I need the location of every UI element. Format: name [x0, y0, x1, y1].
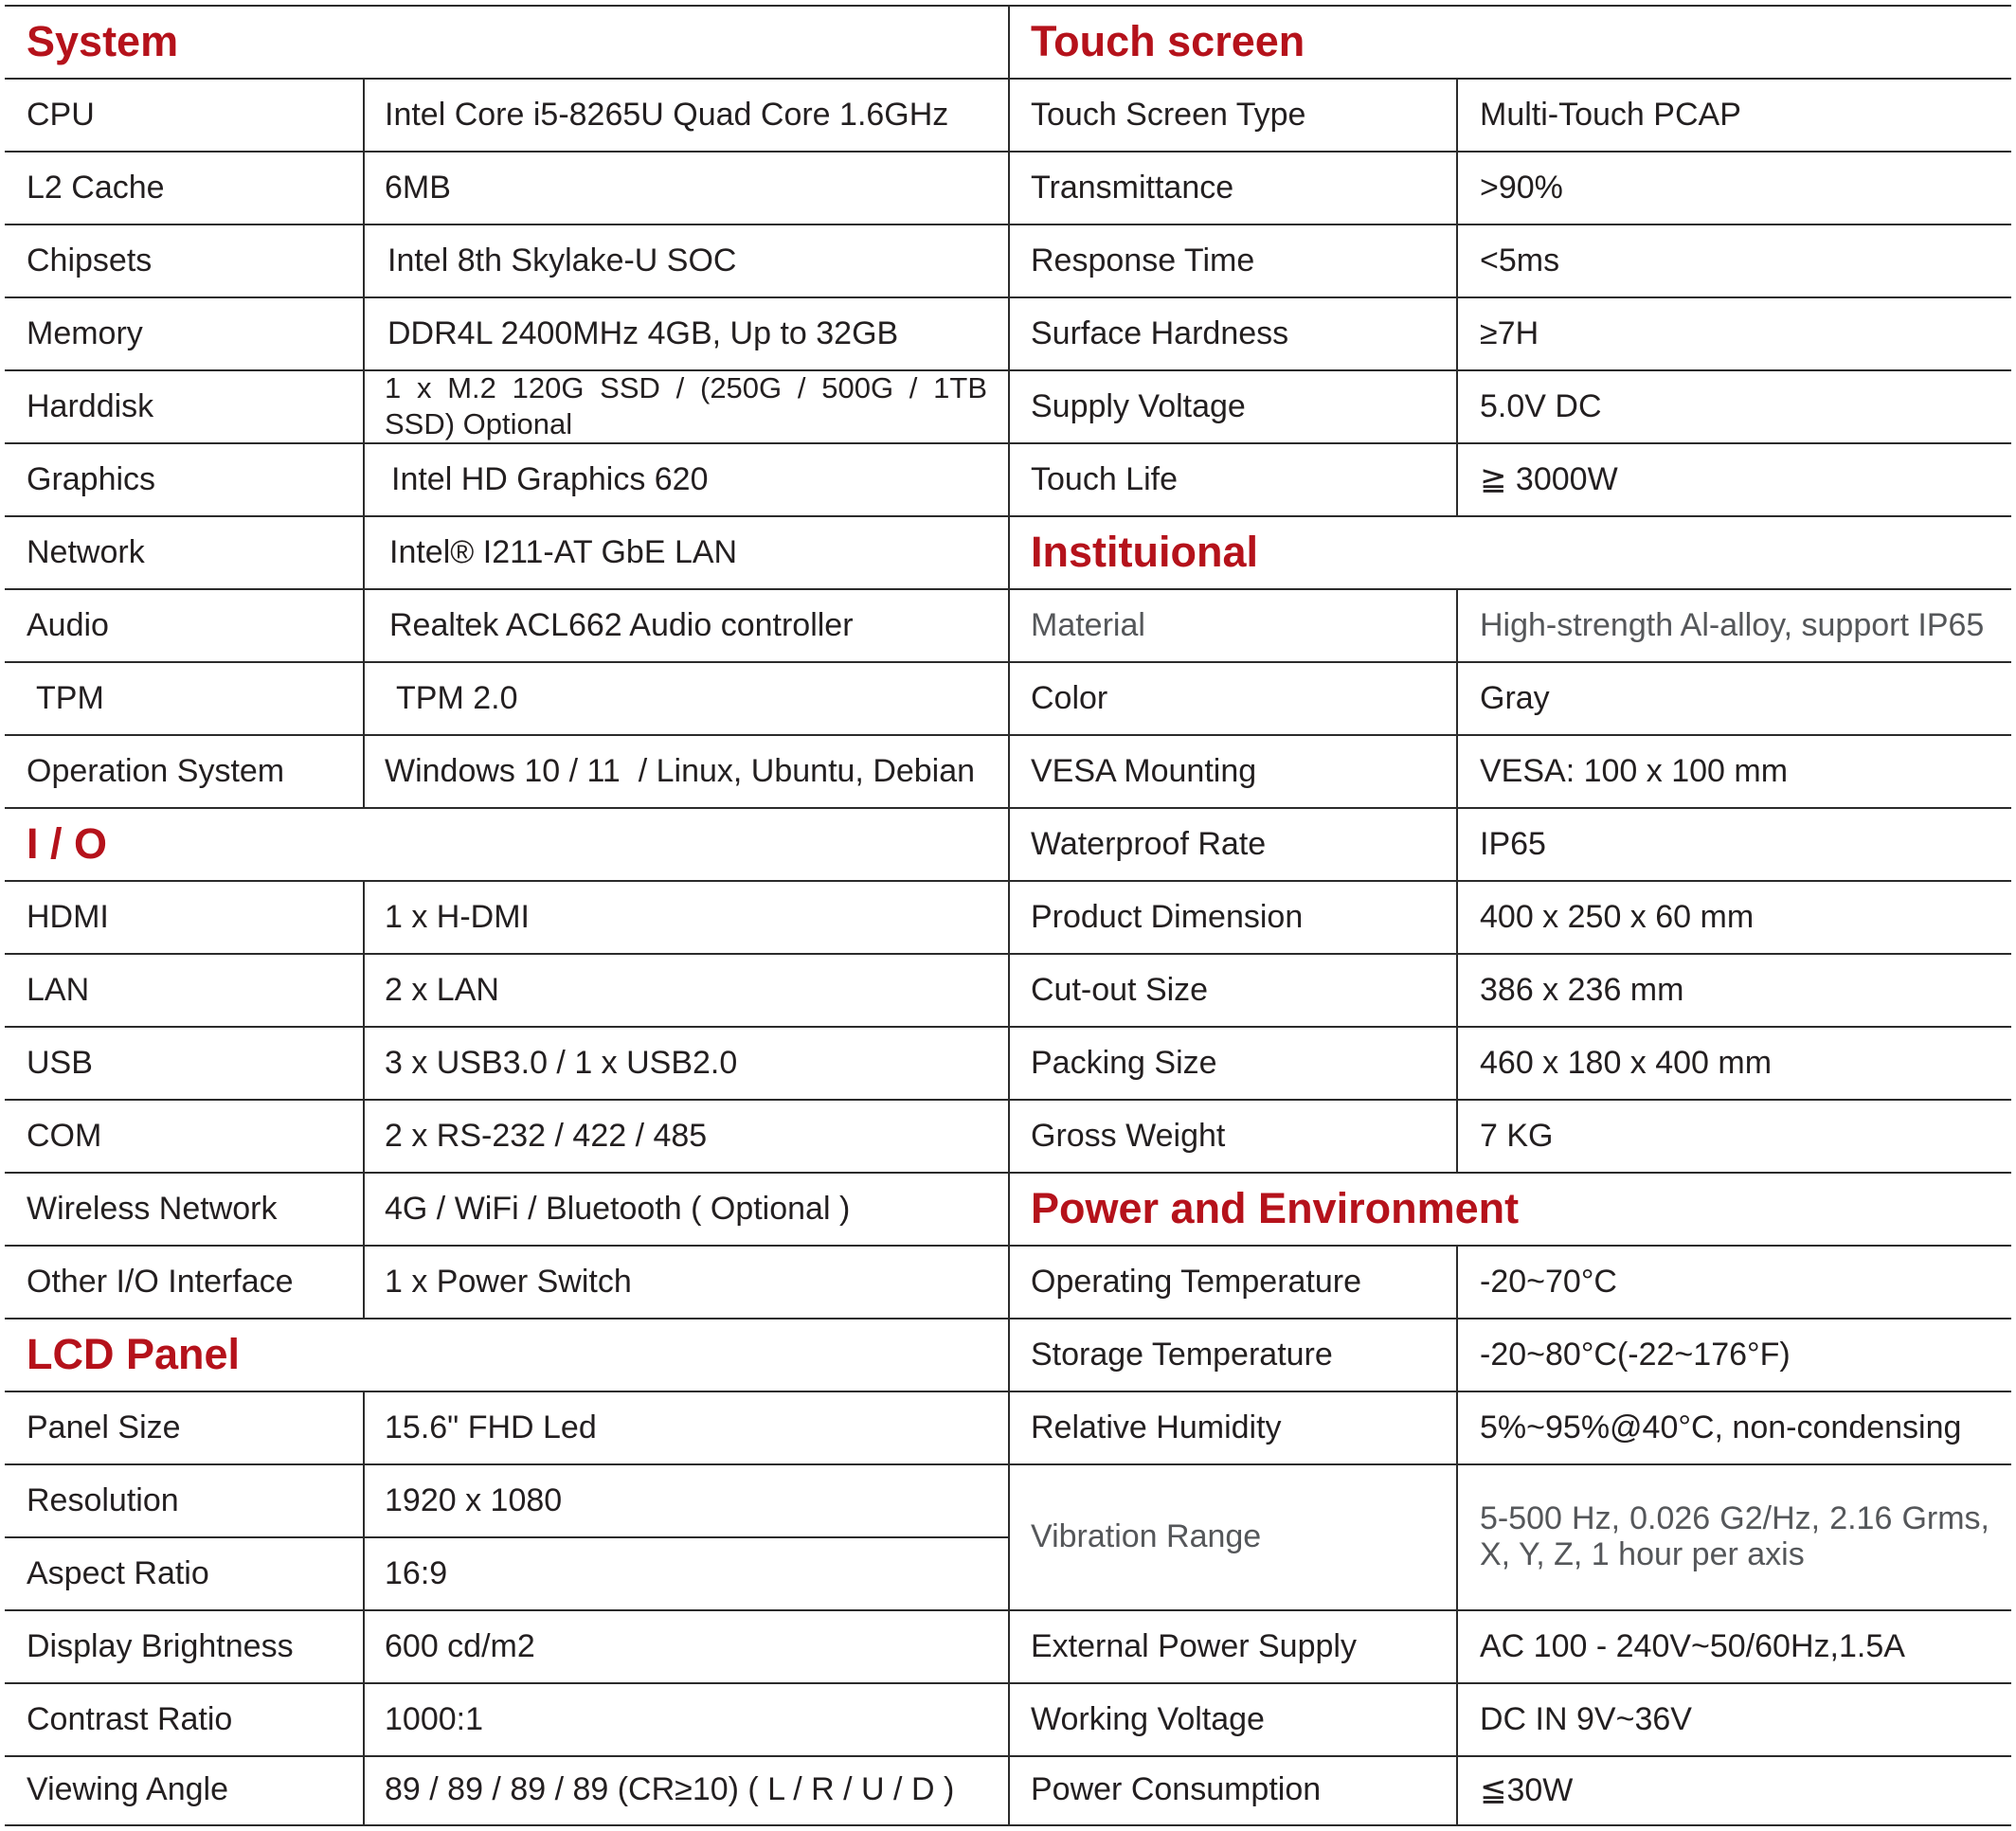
- spec-label: Gross Weight: [1031, 1117, 1226, 1154]
- spec-value: 1 x M.2 120G SSD / (250G / 500G / 1TB SSD) Optional: [385, 371, 987, 440]
- spec-label: USB: [27, 1044, 93, 1081]
- column-divider: [1008, 5, 1010, 1826]
- spec-label: Aspect Ratio: [27, 1554, 209, 1591]
- spec-label: Supply Voltage: [1031, 387, 1246, 424]
- spec-label: CPU: [27, 96, 95, 133]
- spec-label: Display Brightness: [27, 1627, 294, 1664]
- spec-value: 15.6" FHD Led: [385, 1409, 597, 1445]
- spec-value: DC IN 9V~36V: [1480, 1700, 1692, 1737]
- spec-value: Intel HD Graphics 620: [391, 460, 709, 497]
- spec-label: Cut-out Size: [1031, 971, 1209, 1008]
- spec-value: 1000:1: [385, 1700, 483, 1737]
- spec-value: 7 KG: [1480, 1117, 1554, 1154]
- spec-value: IP65: [1480, 825, 1546, 862]
- spec-value: 1 x H-DMI: [385, 898, 530, 935]
- spec-label: Wireless Network: [27, 1190, 278, 1227]
- spec-label: Storage Temperature: [1031, 1336, 1333, 1373]
- spec-value: -20~70°C: [1480, 1263, 1617, 1300]
- spec-label: Material: [1031, 606, 1145, 643]
- section-heading-institutional: Instituional: [1031, 528, 1258, 576]
- spec-value: 600 cd/m2: [385, 1627, 535, 1664]
- spec-label: Vibration Range: [1031, 1517, 1262, 1554]
- spec-label: Power Consumption: [1031, 1771, 1322, 1807]
- spec-label: COM: [27, 1117, 102, 1154]
- spec-label: LAN: [27, 971, 90, 1008]
- spec-value: ≦30W: [1480, 1771, 1574, 1808]
- spec-label: Transmittance: [1031, 169, 1234, 206]
- spec-label: Memory: [27, 314, 143, 351]
- spec-label: Response Time: [1031, 242, 1255, 278]
- spec-value: 5%~95%@40°C, non-condensing: [1480, 1409, 1962, 1445]
- spec-value: -20~80°C(-22~176°F): [1480, 1336, 1791, 1373]
- spec-value: 4G / WiFi / Bluetooth ( Optional ): [385, 1190, 851, 1227]
- spec-value: Gray: [1480, 679, 1550, 716]
- spec-value: <5ms: [1480, 242, 1560, 278]
- spec-value: 1 x Power Switch: [385, 1263, 632, 1300]
- spec-label: Network: [27, 533, 145, 570]
- spec-value: 2 x LAN: [385, 971, 499, 1008]
- spec-label: Contrast Ratio: [27, 1700, 233, 1737]
- spec-label: Color: [1031, 679, 1108, 716]
- spec-value: 460 x 180 x 400 mm: [1480, 1044, 1773, 1081]
- spec-value: 3 x USB3.0 / 1 x USB2.0: [385, 1044, 738, 1081]
- spec-value: Multi-Touch PCAP: [1480, 96, 1741, 133]
- spec-label: TPM: [36, 679, 104, 716]
- spec-value: 6MB: [385, 169, 451, 206]
- section-heading-lcd: LCD Panel: [27, 1330, 241, 1378]
- spec-label: Product Dimension: [1031, 898, 1304, 935]
- spec-value: Intel® I211-AT GbE LAN: [389, 533, 738, 570]
- spec-label: Touch Screen Type: [1031, 96, 1306, 133]
- section-heading-system: System: [27, 17, 179, 65]
- rule: [363, 78, 365, 807]
- spec-value: 89 / 89 / 89 / 89 (CR≥10) ( L / R / U / D ): [385, 1771, 955, 1807]
- spec-value: Windows 10 / 11 / Linux, Ubuntu, Debian: [385, 752, 976, 789]
- section-heading-power: Power and Environment: [1031, 1184, 1520, 1232]
- spec-value: AC 100 - 240V~50/60Hz,1.5A: [1480, 1627, 1905, 1664]
- rule: [1456, 588, 1458, 1172]
- rule: [1456, 1245, 1458, 1826]
- spec-label: Operation System: [27, 752, 285, 789]
- spec-label: Graphics: [27, 460, 156, 497]
- rule: [363, 1391, 365, 1826]
- spec-label: Waterproof Rate: [1031, 825, 1267, 862]
- spec-value: ≥7H: [1480, 314, 1539, 351]
- spec-label: Resolution: [27, 1481, 179, 1518]
- spec-label: Harddisk: [27, 387, 154, 424]
- spec-value: >90%: [1480, 169, 1563, 206]
- rule: [363, 880, 365, 1318]
- spec-label: Other I/O Interface: [27, 1263, 294, 1300]
- spec-label: Viewing Angle: [27, 1771, 228, 1807]
- spec-value: 5.0V DC: [1480, 387, 1602, 424]
- spec-label: External Power Supply: [1031, 1627, 1357, 1664]
- spec-value: ≧ 3000W: [1480, 461, 1618, 497]
- section-heading-io: I / O: [27, 819, 108, 868]
- spec-value: TPM 2.0: [396, 679, 518, 716]
- spec-value: Intel Core i5-8265U Quad Core 1.6GHz: [385, 96, 949, 133]
- section-heading-touch: Touch screen: [1031, 17, 1305, 65]
- spec-label: Touch Life: [1031, 460, 1178, 497]
- spec-label: Surface Hardness: [1031, 314, 1289, 351]
- spec-value: DDR4L 2400MHz 4GB, Up to 32GB: [387, 314, 899, 351]
- spec-label: VESA Mounting: [1031, 752, 1257, 789]
- spec-label: Packing Size: [1031, 1044, 1217, 1081]
- spec-label: Operating Temperature: [1031, 1263, 1362, 1300]
- spec-value: Realtek ACL662 Audio controller: [389, 606, 854, 643]
- spec-label: Chipsets: [27, 242, 153, 278]
- spec-value: 1920 x 1080: [385, 1481, 563, 1518]
- spec-value: 2 x RS-232 / 422 / 485: [385, 1117, 708, 1154]
- spec-label: L2 Cache: [27, 169, 165, 206]
- spec-value: 16:9: [385, 1554, 448, 1591]
- spec-value: High-strength Al-alloy, support IP65: [1480, 606, 1985, 643]
- spec-value: 5-500 Hz, 0.026 G2/Hz, 2.16 Grms, X, Y, Z, 1 hour per axis: [1480, 1500, 1989, 1572]
- spec-value: VESA: 100 x 100 mm: [1480, 752, 1789, 789]
- spec-value: 386 x 236 mm: [1480, 971, 1684, 1008]
- rule: [1456, 78, 1458, 515]
- spec-label: Working Voltage: [1031, 1700, 1265, 1737]
- spec-label: Audio: [27, 606, 109, 643]
- spec-label: HDMI: [27, 898, 109, 935]
- spec-value: Intel 8th Skylake-U SOC: [387, 242, 737, 278]
- spec-label: Panel Size: [27, 1409, 181, 1445]
- spec-value: 400 x 250 x 60 mm: [1480, 898, 1755, 935]
- spec-label: Relative Humidity: [1031, 1409, 1282, 1445]
